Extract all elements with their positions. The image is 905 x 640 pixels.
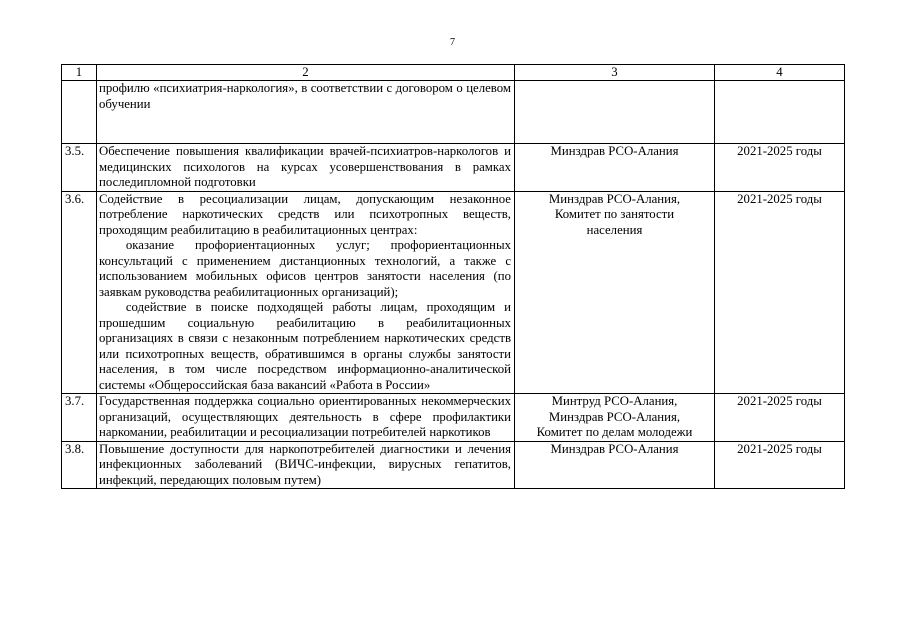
period-cell: 2021-2025 годы [715,191,845,394]
executor-cell [515,81,715,144]
description-paragraph: Обеспечение повышения квалификации врачей-психиатров-наркологов и медицинских психологов на курсах усовершенствования в рамках последипломной подготовки [99,144,511,189]
table-row-continuation [62,81,845,144]
description-paragraph: содействие в поиске подходящей работы лицам, проходящим и прошедшим социальную реабилитацию в реабилитационных организациях в связи с незаконным потреблением наркотических средств или психотропных веществ, обратившимся в органы службы занятости населения, в том числе посредством информационно-аналитической системы «Общероссийская база вакансий «Работа в России» [99,300,511,392]
row-number: 3.8. [62,441,97,489]
period-cell: 2021-2025 годы [715,144,845,192]
description-paragraph: оказание профориентационных услуг; профориентационных консультаций с применением дистанционных технологий, а также с использованием мобильных офисов центров занятости населения (по заявкам руководства реабилитационных организаций); [99,238,511,299]
description-paragraph: Государственная поддержка социально ориентированных некоммерческих организаций, осуществляющих деятельность в сфере профилактики наркомании, реабилитации и ресоциализации потребителей наркотиков [99,394,511,439]
description-paragraph: Повышение доступности для наркопотребителей диагностики и лечения инфекционных заболеваний (ВИЧС-инфекции, вирусных гепатитов, инфекций, передающих половым путем) [99,441,511,487]
description-paragraph: Содействие в ресоциализации лицам, допускающим незаконное потребление наркотических средств или психотропных веществ, проходящим реабилитацию в реабилитационных центрах: [99,191,511,237]
row-number: 3.7. [62,394,97,442]
period-cell [715,81,845,144]
measure-description [97,191,515,394]
page-number: 7 [450,37,455,48]
executor-line: населения [586,222,643,237]
period-cell: 2021-2025 годы [715,394,845,442]
executor-line: Минздрав РСО-Алания [550,441,679,456]
executor-cell [515,191,715,394]
table-row [62,441,845,489]
row-number: 3.6. [62,191,97,394]
executor-line: Минздрав РСО-Алания [550,144,679,158]
table-row [62,394,845,442]
executor-line: Комитет по делам молодежи [536,425,693,439]
table-row [62,191,845,394]
executor-cell [515,144,715,192]
executor-line: Минтруд РСО-Алания, [551,394,678,408]
executor-cell [515,394,715,442]
table-row [62,144,845,192]
row-number: 3.5. [62,144,97,192]
measure-description [97,394,515,442]
executor-line: Минздрав РСО-Алания, [548,191,681,206]
table-header-row [62,65,845,81]
column-header-1: 1 [62,65,97,81]
executor-line: Комитет по занятости [554,207,675,221]
measure-description: профилю «психиатрия-наркология», в соответствии с договором о целевом обучении [97,81,515,144]
row-number-cell [62,81,97,144]
column-header-2: 2 [97,65,515,81]
column-header-4: 4 [715,65,845,81]
executor-cell [515,441,715,489]
column-header-3: 3 [515,65,715,81]
period-cell: 2021-2025 годы [715,441,845,489]
measures-table [61,64,845,489]
measure-description [97,144,515,192]
executor-line: Минздрав РСО-Алания, [548,409,681,424]
measure-description [97,441,515,489]
